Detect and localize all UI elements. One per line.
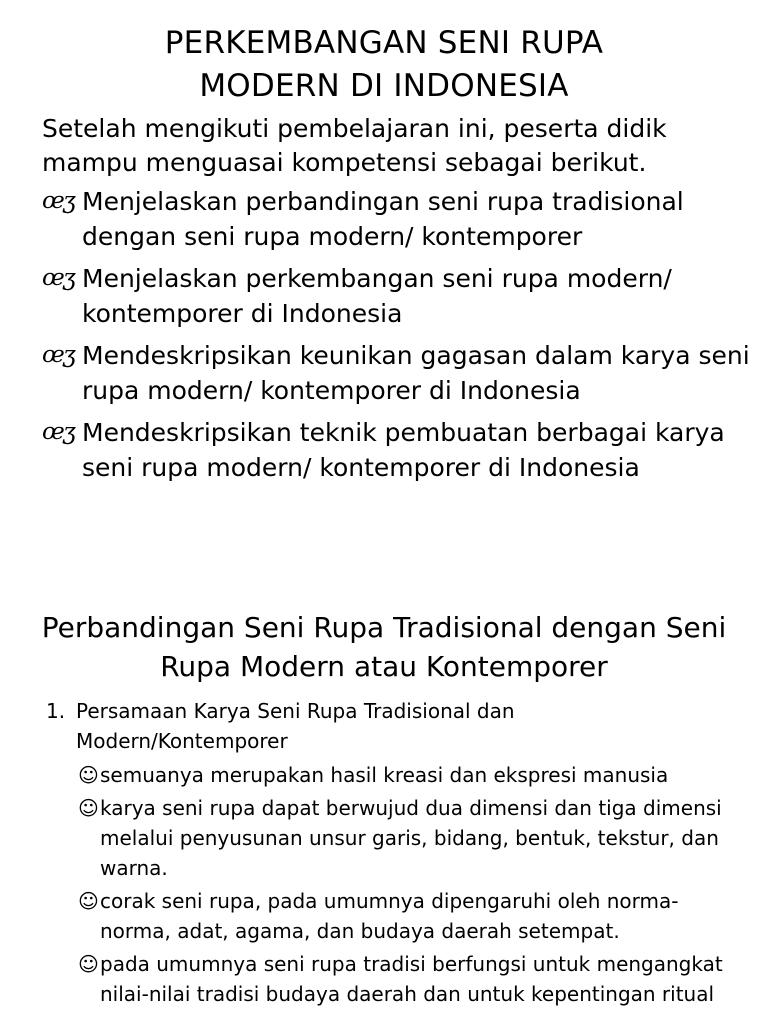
point-number: 1.	[46, 699, 66, 723]
smiley-icon: ☺	[78, 952, 99, 976]
point-text: Persamaan Karya Seni Rupa Tradisional dan Modern/Kontemporer	[76, 699, 515, 753]
bullet-icon: œʒ	[42, 265, 74, 291]
smiley-icon: ☺	[78, 796, 99, 820]
similarity-item	[78, 949, 728, 1009]
slide-comparison	[0, 600, 768, 1024]
smiley-icon: ☺	[78, 889, 99, 913]
bullet-icon: œʒ	[42, 419, 74, 445]
comparison-title: Perbandingan Seni Rupa Tradisional dengan Seni Rupa Modern atau Kontemporer	[41, 611, 727, 683]
numbered-point	[46, 696, 726, 756]
similarity-text: semuanya merupakan hasil kreasi dan ekspresi manusia	[100, 763, 669, 787]
competency-list	[42, 184, 768, 485]
similarity-text: karya seni rupa dapat berwujud dua dimensi dan tiga dimensi melalui penyusunan unsur garis, bidang, bentuk, tekstur, dan warna.	[100, 796, 722, 880]
competency-item	[42, 261, 762, 331]
similarity-text: corak seni rupa, pada umumnya dipengaruhi oleh norma-norma, adat, agama, dan budaya daerah setempat.	[100, 889, 679, 943]
competency-text: Menjelaskan perbandingan seni rupa tradisional dengan seni rupa modern/ kontemporer	[82, 187, 684, 251]
similarity-item	[78, 760, 728, 790]
slide-title	[40, 22, 728, 108]
similarity-text: pada umumnya seni rupa tradisi berfungsi untuk mengangkat nilai-nilai tradisi budaya daerah dan untuk kepentingan ritual	[100, 952, 723, 1006]
competency-text: Menjelaskan perkembangan seni rupa modern/ kontemporer di Indonesia	[82, 264, 672, 328]
competency-text: Mendeskripsikan keunikan gagasan dalam karya seni rupa modern/ kontemporer di Indonesia	[82, 341, 750, 405]
similarity-list	[78, 760, 728, 1009]
title-line-2: MODERN DI INDONESIA	[199, 68, 569, 104]
bullet-icon: œʒ	[42, 342, 74, 368]
competency-text: Mendeskripsikan teknik pembuatan berbagai karya seni rupa modern/ kontemporer di Indonesia	[82, 418, 725, 482]
similarity-item	[78, 886, 728, 946]
competency-item	[42, 338, 762, 408]
title-line-1: PERKEMBANGAN SENI RUPA	[164, 25, 604, 61]
bullet-icon: œʒ	[42, 188, 74, 214]
competency-item	[42, 415, 762, 485]
intro-text: Setelah mengikuti pembelajaran ini, peserta didik mampu menguasai kompetensi sebagai berikut.	[42, 114, 667, 177]
smiley-icon: ☺	[78, 763, 99, 787]
competency-item	[42, 184, 762, 254]
similarity-item	[78, 793, 728, 883]
